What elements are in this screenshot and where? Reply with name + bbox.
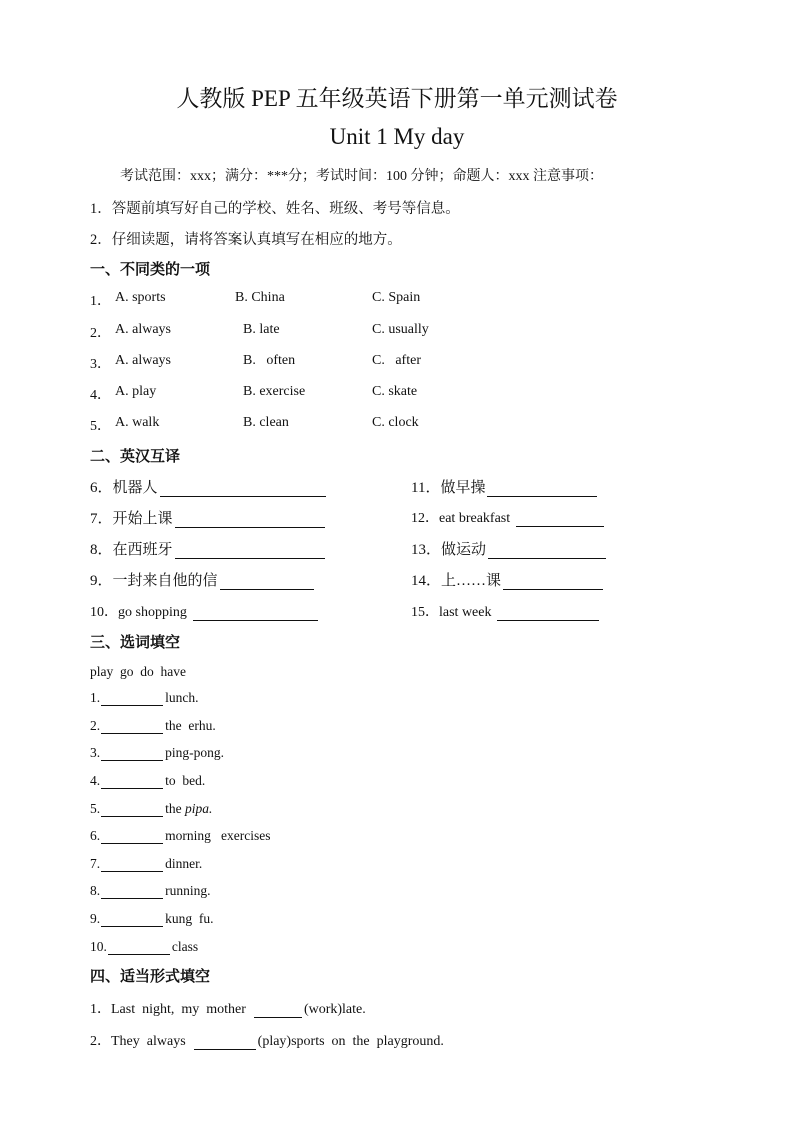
question-text: kung fu.	[165, 911, 214, 926]
question-text: They always	[111, 1034, 186, 1049]
exam-info: 考试范围：xxx；满分：***分；考试时间：100 分钟；命题人：xxx 注意事项：	[120, 169, 603, 184]
option-a: A. play	[115, 384, 157, 399]
option-b: B. exercise	[243, 384, 306, 399]
question-number: 1．	[90, 294, 111, 309]
option-c: C. usually	[372, 322, 429, 337]
question-number: 9.	[90, 911, 101, 926]
question-text-italic: pipa.	[185, 801, 213, 816]
translation-item	[90, 601, 318, 621]
question-text: (work)late.	[303, 1002, 366, 1017]
translation-item	[411, 507, 604, 527]
answer-blank[interactable]	[108, 940, 170, 955]
question-text: 开始上课	[112, 511, 173, 527]
translation-item	[411, 538, 606, 559]
note-line: 1．答题前填写好自己的学校、姓名、班级、考号等信息。	[90, 201, 460, 217]
fill-item	[90, 1030, 444, 1050]
question-text: class	[171, 939, 199, 954]
translation-item	[411, 476, 597, 497]
question-number: 6.	[90, 828, 101, 843]
question-number: 7.	[90, 856, 101, 871]
option-c: C. skate	[372, 384, 418, 399]
question-text: dinner.	[165, 856, 203, 871]
translation-item	[90, 507, 325, 528]
answer-blank[interactable]	[516, 512, 604, 527]
translation-item	[90, 538, 325, 559]
option-b: B. clean	[243, 415, 289, 430]
question-text: ping-pong.	[165, 745, 224, 760]
question-text: 做运动	[441, 542, 487, 558]
question-number: 15．	[411, 605, 439, 620]
fill-item	[90, 998, 366, 1018]
answer-blank[interactable]	[101, 691, 163, 706]
question-text: 做早操	[440, 480, 486, 496]
question-number: 2.	[90, 718, 101, 733]
question-number: 4.	[90, 773, 101, 788]
question-text: 机器人	[112, 480, 158, 496]
option-b: B. China	[235, 290, 285, 305]
question-number: 10.	[90, 939, 107, 954]
question-number: 2．	[90, 1034, 111, 1049]
fill-item	[90, 856, 202, 872]
translation-item	[411, 569, 603, 590]
question-number: 14．	[411, 573, 442, 589]
answer-blank[interactable]	[175, 544, 325, 559]
question-text: eat breakfast	[439, 511, 511, 526]
answer-blank[interactable]	[101, 774, 163, 789]
question-row	[90, 384, 550, 404]
question-number: 11．	[411, 480, 441, 496]
page-subtitle: Unit 1 My day	[329, 124, 465, 149]
answer-blank[interactable]	[497, 606, 599, 621]
answer-blank[interactable]	[503, 575, 603, 590]
question-text: the	[165, 801, 182, 816]
question-number: 10．	[90, 605, 118, 620]
option-a: A. walk	[115, 415, 160, 430]
answer-blank[interactable]	[220, 575, 314, 590]
question-text: (play)sports on the playground.	[257, 1034, 444, 1049]
answer-blank[interactable]	[175, 513, 325, 528]
question-number: 7．	[90, 511, 113, 527]
fill-item	[90, 911, 214, 927]
answer-blank[interactable]	[254, 1003, 302, 1018]
question-number: 13．	[411, 542, 442, 558]
answer-blank[interactable]	[193, 606, 318, 621]
option-a: A. sports	[115, 290, 166, 305]
question-text: last week	[439, 605, 492, 620]
answer-blank[interactable]	[160, 482, 326, 497]
option-b: B. often	[243, 353, 296, 368]
question-text: go shopping	[118, 605, 187, 620]
question-text: the erhu.	[165, 718, 216, 733]
question-text: to bed.	[165, 773, 206, 788]
answer-blank[interactable]	[488, 544, 606, 559]
option-c: C. after	[372, 353, 421, 368]
question-number: 1.	[90, 690, 101, 705]
section-heading: 二、英汉互译	[90, 449, 181, 465]
fill-item	[90, 745, 224, 761]
question-row	[90, 290, 550, 310]
question-number: 4．	[90, 388, 111, 403]
option-c: C. clock	[372, 415, 419, 430]
question-number: 3．	[90, 357, 111, 372]
option-a: A. always	[115, 353, 171, 368]
question-number: 3.	[90, 745, 101, 760]
answer-blank[interactable]	[194, 1035, 256, 1050]
translation-item	[411, 601, 599, 621]
question-number: 9．	[90, 573, 113, 589]
question-row	[90, 353, 550, 373]
question-text: morning exercises	[165, 828, 271, 843]
answer-blank[interactable]	[101, 884, 163, 899]
fill-item	[90, 801, 212, 817]
fill-item	[90, 773, 205, 789]
question-number: 2．	[90, 326, 111, 341]
section-heading: 三、选词填空	[90, 635, 181, 651]
section-heading: 四、适当形式填空	[90, 969, 211, 985]
page-title: 人教版 PEP 五年级英语下册第一单元测试卷	[176, 86, 618, 111]
question-text: running.	[165, 883, 211, 898]
question-number: 8.	[90, 883, 101, 898]
answer-blank[interactable]	[487, 482, 597, 497]
question-number: 1．	[90, 1002, 111, 1017]
answer-blank[interactable]	[101, 857, 163, 872]
answer-blank[interactable]	[101, 746, 163, 761]
answer-blank[interactable]	[101, 829, 163, 844]
answer-blank[interactable]	[101, 912, 163, 927]
question-text: Last night, my mother	[111, 1002, 246, 1017]
question-row	[90, 415, 550, 435]
answer-blank[interactable]	[101, 802, 163, 817]
question-text: lunch.	[165, 690, 199, 705]
question-number: 6．	[90, 480, 113, 496]
fill-item	[90, 690, 199, 706]
fill-item	[90, 828, 270, 844]
question-text: 上……课	[441, 573, 502, 589]
option-b: B. late	[243, 322, 280, 337]
option-c: C. Spain	[372, 290, 421, 305]
question-text: 一封来自他的信	[112, 573, 218, 589]
translation-item	[90, 569, 314, 590]
word-bank: play go do have	[90, 664, 186, 679]
fill-item	[90, 939, 198, 955]
note-line: 2．仔细读题，请将答案认真填写在相应的地方。	[90, 232, 402, 248]
question-row	[90, 322, 550, 342]
fill-item	[90, 883, 211, 899]
question-number: 8．	[90, 542, 113, 558]
question-text: 在西班牙	[112, 542, 173, 558]
question-number: 5．	[90, 419, 111, 434]
answer-blank[interactable]	[101, 719, 163, 734]
fill-item	[90, 718, 216, 734]
section-heading: 一、不同类的一项	[90, 262, 211, 278]
translation-item	[90, 476, 326, 497]
option-a: A. always	[115, 322, 171, 337]
question-number: 5.	[90, 801, 101, 816]
question-number: 12．	[411, 511, 439, 526]
